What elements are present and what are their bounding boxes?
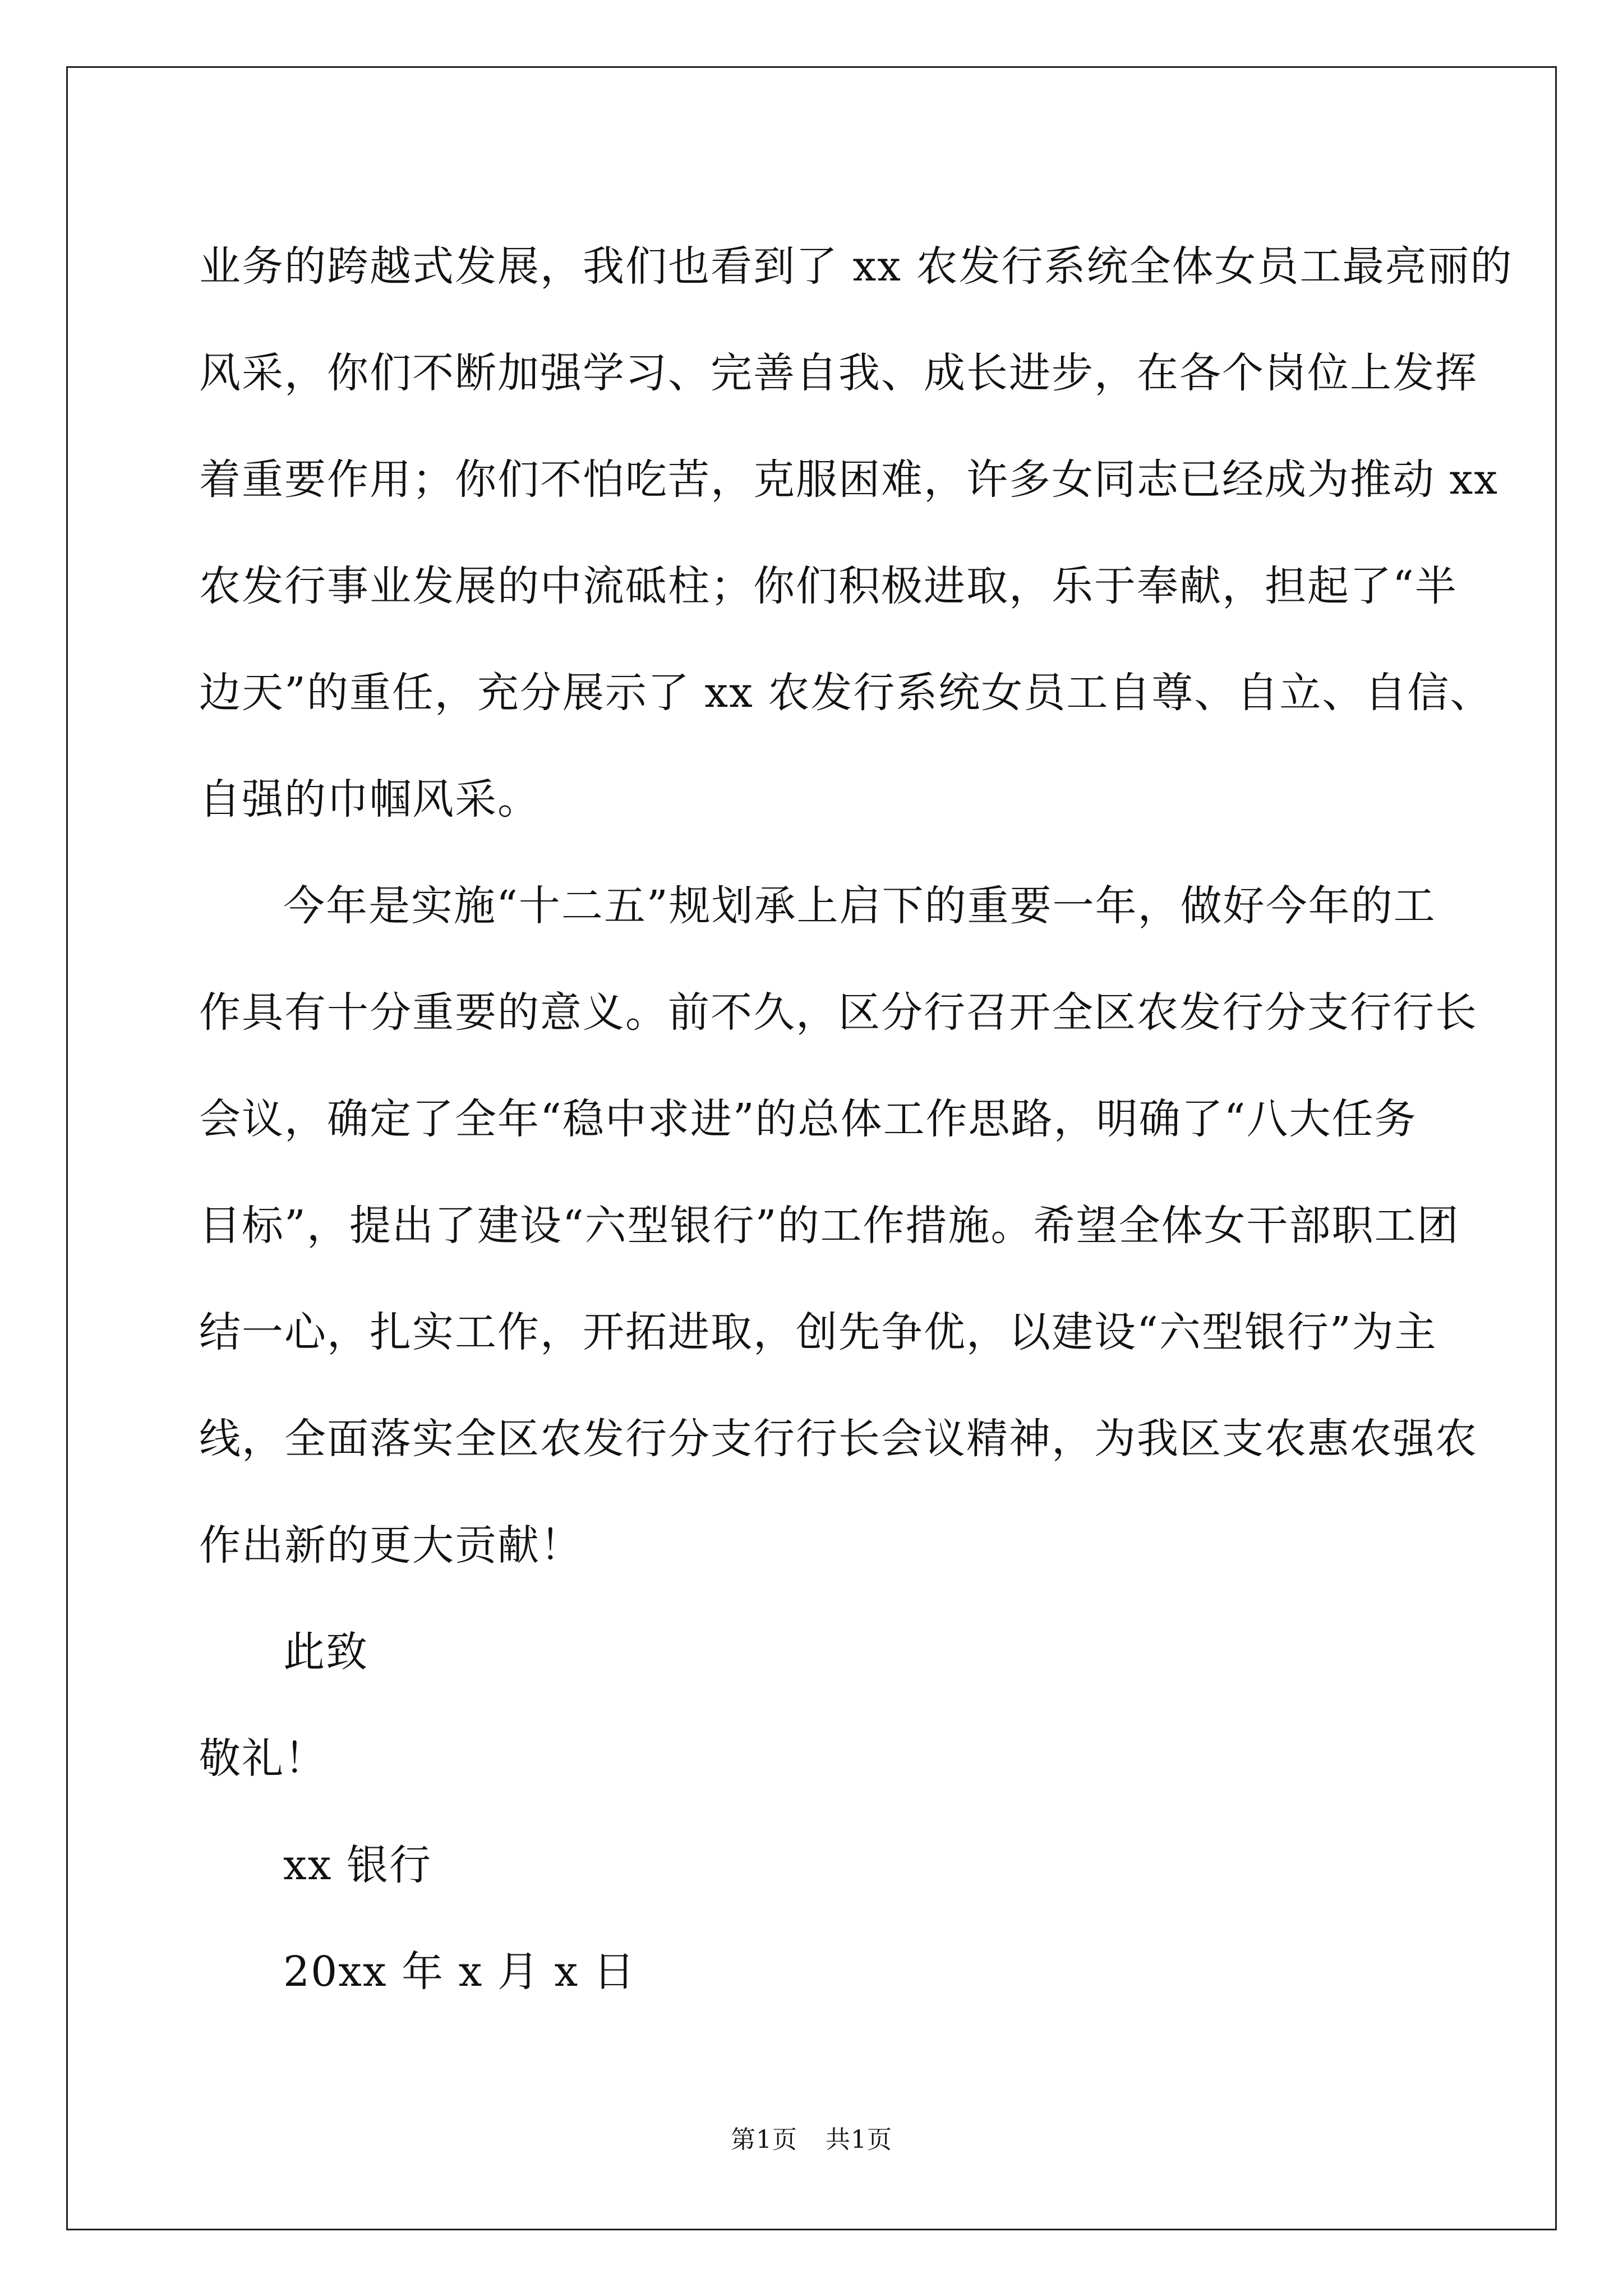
page-number-total: 共1页 <box>826 2125 892 2154</box>
page-footer <box>0 2123 1623 2157</box>
closing-regards: 敬礼！ <box>199 1734 327 1783</box>
text-line: 农发行事业发展的中流砥柱；你们积极进取，乐于奉献，担起了“半 <box>199 562 1458 610</box>
closing-salutation: 此致 <box>283 1628 368 1676</box>
text-line: 作出新的更大贡献！ <box>199 1521 583 1570</box>
page-number-current: 第1页 <box>731 2125 797 2154</box>
text-line: 着重要作用；你们不怕吃苦，克服困难，许多女同志已经成为推动 xx <box>199 455 1498 504</box>
text-line: 结一心，扎实工作，开拓进取，创先争优，以建设“六型银行”为主 <box>199 1308 1437 1356</box>
text-line: 业务的跨越式发展，我们也看到了 xx 农发行系统全体女员工最亮丽的 <box>199 242 1513 291</box>
signature-organization: xx 银行 <box>283 1841 432 1889</box>
text-line: 线，全面落实全区农发行分支行行长会议精神，为我区支农惠农强农 <box>199 1415 1478 1463</box>
text-line: 自强的巾帼风采。 <box>199 775 540 823</box>
text-line: 风采，你们不断加强学习、完善自我、成长进步，在各个岗位上发挥 <box>199 349 1478 397</box>
text-line: 作具有十分重要的意义。前不久，区分行召开全区农发行分支行行长 <box>199 988 1478 1037</box>
signature-date: 20xx 年 x 月 x 日 <box>283 1948 636 1996</box>
text-line: 目标”，提出了建设“六型银行”的工作措施。希望全体女干部职工团 <box>199 1202 1460 1250</box>
text-line: 会议，确定了全年“稳中求进”的总体工作思路，明确了“八大任务 <box>199 1095 1417 1143</box>
document-body <box>199 213 1513 2025</box>
text-line: 边天”的重任，充分展示了 xx 农发行系统女员工自尊、自立、自信、 <box>199 669 1493 717</box>
text-line: 今年是实施“十二五”规划承上启下的重要一年，做好今年的工 <box>283 882 1436 930</box>
